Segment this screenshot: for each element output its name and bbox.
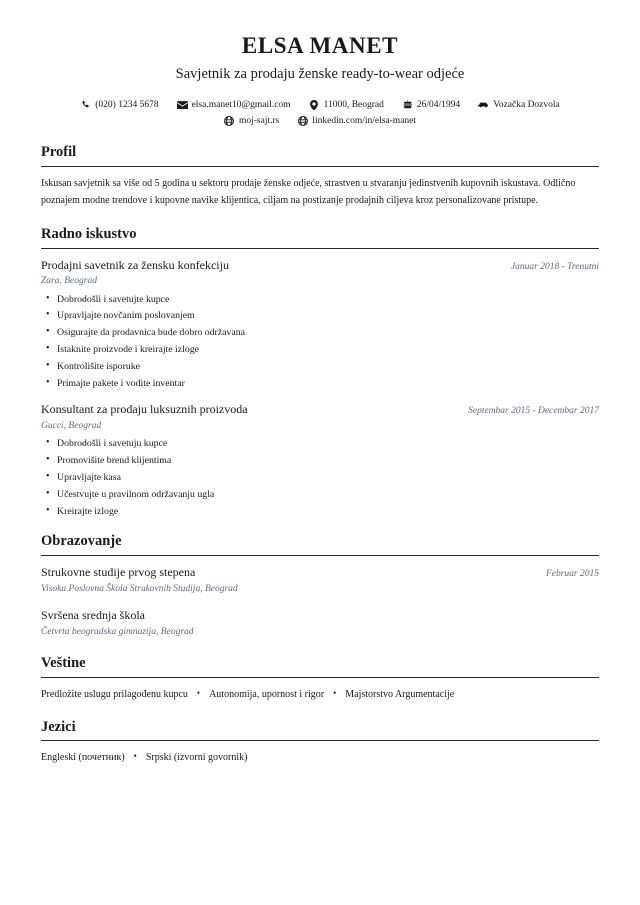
languages-list [41, 750, 599, 765]
contact-driving-license-text: Vozačka Dozvola [493, 99, 560, 110]
birthday-cake-icon [402, 99, 413, 110]
experience-company: Zara, Beograd [41, 276, 97, 287]
contact-website[interactable] [215, 115, 288, 127]
experience-date-range: Septembar 2015 - Decembar 2017 [468, 406, 599, 417]
contact-email[interactable] [168, 99, 300, 111]
contact-row-primary [41, 99, 599, 111]
list-item: • Upravljajte kasa [41, 473, 599, 483]
skill-item: Majstorstvo Argumentacije [345, 688, 455, 700]
education-entry-head [41, 565, 599, 581]
education-institution: Visoka Poslovna Škola Strukovnih Studija, Beograd [41, 583, 238, 594]
contact-phone-text: (020) 1234 5678 [95, 99, 159, 110]
contact-birthdate-text: 26/04/1994 [416, 99, 461, 110]
experience-entry-head [41, 258, 599, 274]
section-title-experience: Radno iskustvo [41, 226, 137, 243]
contact-birthdate [393, 99, 469, 111]
experience-entry [41, 258, 599, 389]
list-item: • Dobrodošli i savetujte kupce [41, 295, 599, 305]
contact-website-text: moj-sajt.rs [238, 116, 280, 127]
list-item: • Kontrolišite isporuke [41, 362, 599, 372]
experience-bullet-list [41, 295, 599, 389]
contact-linkedin-text: linkedin.com/in/elsa-manet [312, 116, 417, 127]
candidate-headline: Savjetnik za prodaju ženske ready-to-wear odjeće [175, 65, 465, 82]
education-institution: Četvrta beogradska gimnazija, Beograd [41, 626, 194, 637]
contact-phone[interactable] [71, 99, 167, 111]
section-divider [41, 740, 599, 741]
section-divider [41, 677, 599, 678]
skills-list [41, 687, 599, 702]
education-degree: Strukovne studije prvog stepena [41, 565, 196, 580]
section-title-education: Obrazovanje [41, 533, 122, 550]
globe-icon [297, 116, 308, 127]
education-entry [41, 565, 599, 595]
contact-driving-license [469, 99, 569, 111]
contact-linkedin[interactable] [288, 115, 425, 127]
section-experience [41, 226, 599, 516]
experience-bullet-list [41, 439, 599, 516]
section-divider [41, 248, 599, 249]
candidate-name: ELSA MANET [241, 33, 399, 58]
skill-item: Predložite uslugu prilagođenu kupcu [41, 688, 188, 700]
section-divider [41, 166, 599, 167]
list-item: • Primajte pakete i vodite inventar [41, 379, 599, 389]
experience-entry [41, 402, 599, 516]
experience-job-title: Konsultant za prodaju luksuznih proizvoda [41, 402, 248, 417]
list-item: • Kreirajte izloge [41, 507, 599, 517]
section-education [41, 533, 599, 638]
list-item: • Istaknite proizvode i kreirajte izloge [41, 345, 599, 355]
section-divider [41, 555, 599, 556]
globe-icon [224, 116, 235, 127]
experience-job-title: Prodajni savetnik za žensku konfekciju [41, 257, 229, 272]
experience-entry-head [41, 402, 599, 418]
list-item: • Osigurajte da prodavnica bude dobro održavana [41, 328, 599, 338]
location-pin-icon [309, 99, 320, 110]
section-title-skills: Veštine [41, 654, 86, 671]
education-entry-head [41, 608, 599, 624]
education-entry [41, 608, 599, 638]
separator-dot: • [333, 687, 337, 698]
list-item: • Promovišite brend klijentima [41, 456, 599, 466]
education-degree: Svršena srednja škola [41, 608, 145, 622]
list-item: • Učestvujte u pravilnom održavanju ugla [41, 490, 599, 500]
separator-dot: • [196, 687, 201, 698]
contact-location [300, 99, 393, 111]
section-profile [41, 144, 599, 209]
list-item: • Dobrodošli i savetuju kupce [41, 439, 599, 449]
section-title-profile: Profil [41, 144, 77, 161]
contact-location-text: 11000, Beograd [323, 99, 384, 110]
contact-row-secondary [41, 115, 599, 127]
language-item: Engleski (почетник) [41, 752, 125, 764]
list-item: • Upravljajte novčanim poslovanjem [41, 311, 599, 321]
car-icon [478, 99, 489, 110]
experience-company: Gucci, Beograd [41, 421, 102, 432]
section-skills [41, 655, 599, 702]
section-languages [41, 719, 599, 766]
section-title-languages: Jezici [41, 718, 76, 735]
email-icon [177, 99, 188, 110]
phone-icon [80, 99, 91, 110]
skill-item: Autonomija, upornost i rigor [209, 688, 325, 700]
profile-text: Iskusan savjetnik sa više od 5 godina u sektoru prodaje ženske odjeće, strastven u stvaranju jedinstvenih kupovnih iskustava. Odlično poznajem modne trendove i kupovne navike klijentica, ciljam na postizanje prodajnih ciljeva kroz personalizovane pristupe. [41, 178, 576, 206]
separator-dot: • [133, 751, 137, 762]
education-date: Februar 2015 [545, 569, 599, 580]
contact-email-text: elsa.manet10@gmail.com [191, 99, 291, 110]
experience-date-range: Januar 2018 - Trenutni [510, 261, 599, 272]
language-item: Srpski (izvorni govornik) [145, 752, 248, 764]
